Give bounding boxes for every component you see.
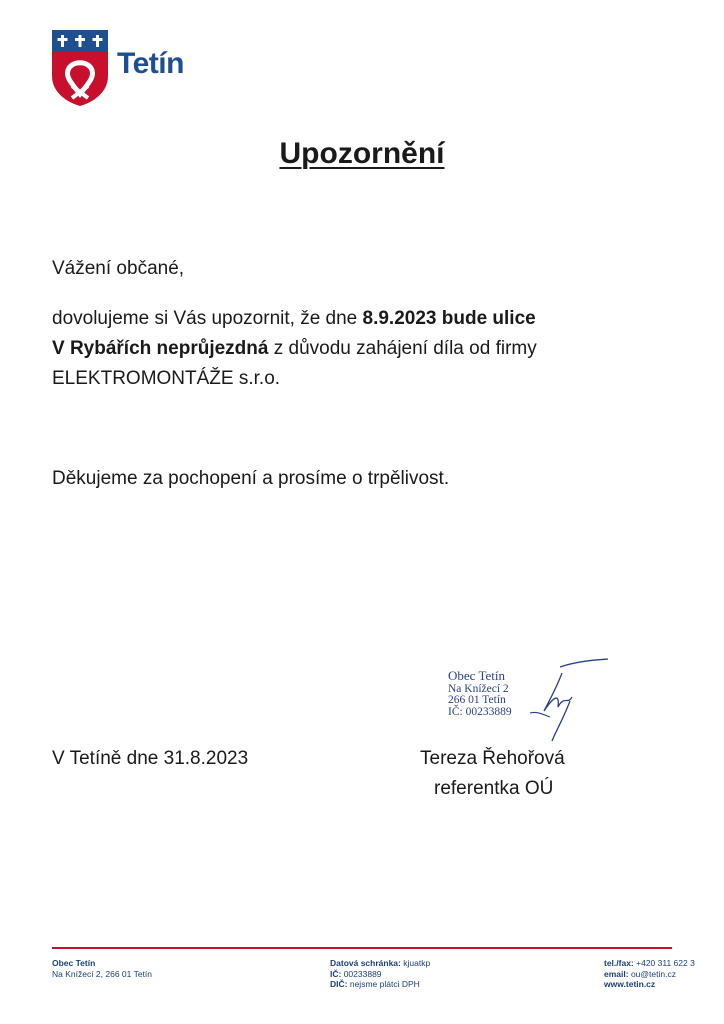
stamp-line-2: Na Knížecí 2 — [448, 682, 509, 695]
stamp-line-1: Obec Tetín — [448, 668, 505, 683]
footer-org-address: Na Knížecí 2, 266 01 Tetín — [52, 968, 153, 979]
signer-name: Tereza Řehořová — [420, 748, 565, 769]
logo-wordmark: Tetín — [117, 47, 184, 80]
stamp-line-3: 266 01 Tetín — [448, 694, 506, 706]
footer-contact — [604, 958, 695, 990]
stamp-line-4: IČ: 00233889 — [448, 705, 512, 718]
footer-ic-value: 00233889 — [341, 968, 382, 979]
thanks-text: Děkujeme za pochopení a prosíme o trpělivost. — [52, 468, 450, 489]
notice-text-1: dovolujeme si Vás upozornit, že dne — [52, 308, 363, 329]
notice-date: 8.9.2023 bude ulice — [362, 308, 536, 329]
notice-paragraph — [52, 304, 612, 394]
footer-email-label: email: — [604, 968, 629, 979]
footer-tel-value: +420 311 622 3 — [633, 958, 695, 968]
footer-databox-value: kjuatkp — [400, 958, 431, 968]
notice-text-2: z důvodu zahájení díla od firmy — [268, 338, 537, 359]
signer-role: referentka OÚ — [434, 778, 554, 799]
footer-dic-value: nejsme plátci DPH — [347, 979, 420, 989]
signature-icon — [500, 655, 615, 745]
notice-street: V Rybářích neprůjezdná — [52, 338, 269, 359]
footer-ic-label: IČ: — [330, 968, 342, 979]
notice-company: ELEKTROMONTÁŽE s.r.o. — [52, 368, 281, 389]
place-date: V Tetíně dne 31.8.2023 — [52, 748, 249, 769]
signer-block — [420, 744, 565, 804]
footer-databox-label: Datová schránka: — [330, 958, 401, 968]
footer-tel-label: tel./fax: — [604, 958, 634, 968]
footer-divider — [52, 947, 672, 949]
page-title: Upozornění — [279, 137, 445, 170]
greeting: Vážení občané, — [52, 258, 185, 279]
footer-ids — [330, 958, 430, 990]
footer-email-value: ou@tetin.cz — [628, 968, 676, 979]
footer-address — [52, 958, 152, 979]
footer-dic-label: DIČ: — [330, 979, 348, 989]
footer-web: www.tetin.cz — [604, 979, 656, 989]
footer-org-name: Obec Tetín — [52, 958, 96, 968]
